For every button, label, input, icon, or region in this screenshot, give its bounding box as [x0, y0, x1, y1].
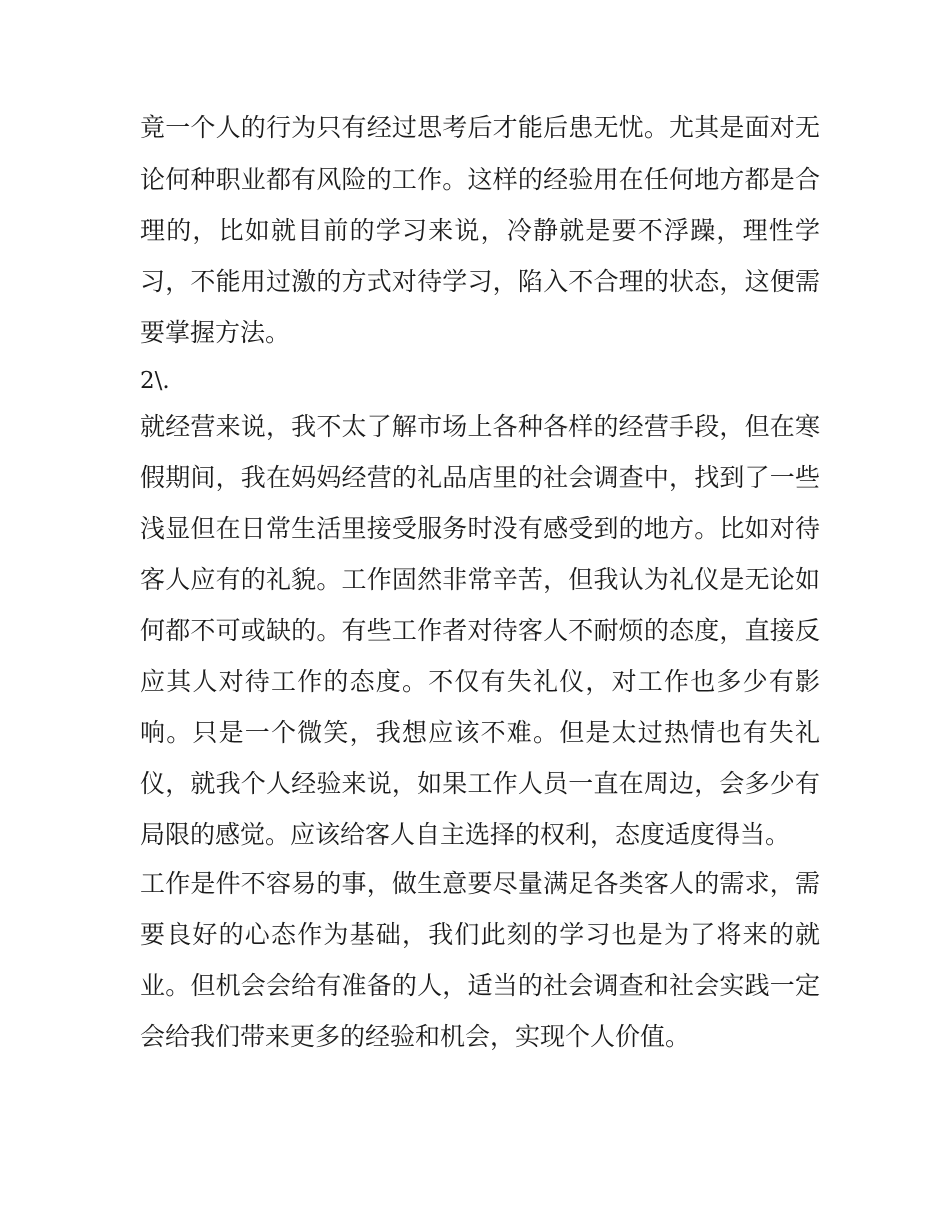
- paragraph-3-line-4: 会给我们带来更多的经验和机会，实现个人价值。: [140, 1022, 691, 1051]
- paragraph-2-line-7: 响。只是一个微笑，我想应该不难。但是太过热情也有失礼: [140, 718, 820, 747]
- paragraph-1-line-5: 要掌握方法。: [140, 318, 291, 347]
- paragraph-3-line-3: 业。但机会会给有准备的人，适当的社会调查和社会实践一定: [140, 971, 820, 1000]
- paragraph-1-line-2: 论何种职业都有风险的工作。这样的经验用在任何地方都是合: [140, 165, 820, 194]
- paragraph-3-line-2: 要良好的心态作为基础，我们此刻的学习也是为了将来的就: [140, 920, 820, 949]
- paragraph-2-line-4: 客人应有的礼貌。工作固然非常辛苦，但我认为礼仪是无论如: [140, 565, 820, 594]
- paragraph-2-line-8: 仪，就我个人经验来说，如果工作人员一直在周边，会多少有: [140, 769, 820, 798]
- paragraph-2-line-2: 假期间，我在妈妈经营的礼品店里的社会调查中，找到了一些: [140, 463, 820, 492]
- paragraph-1-line-4: 习，不能用过激的方式对待学习，陷入不合理的状态，这便需: [140, 267, 820, 296]
- section-marker: 2\.: [140, 368, 170, 394]
- paragraph-2-line-6: 应其人对待工作的态度。不仅有失礼仪，对工作也多少有影: [140, 667, 820, 696]
- paragraph-2-line-3: 浅显但在日常生活里接受服务时没有感受到的地方。比如对待: [140, 514, 820, 543]
- paragraph-1-line-3: 理的，比如就目前的学习来说，冷静就是要不浮躁，理性学: [140, 216, 820, 245]
- paragraph-2-line-1: 就经营来说，我不太了解市场上各种各样的经营手段，但在寒: [140, 412, 820, 441]
- paragraph-2-line-5: 何都不可或缺的。有些工作者对待客人不耐烦的态度，直接反: [140, 616, 820, 645]
- paragraph-2-line-9: 局限的感觉。应该给客人自主选择的权利，态度适度得当。: [140, 820, 791, 849]
- paragraph-1-line-1: 竟一个人的行为只有经过思考后才能后患无忧。尤其是面对无: [140, 113, 820, 142]
- paragraph-3-line-1: 工作是件不容易的事，做生意要尽量满足各类客人的需求，需: [140, 869, 820, 898]
